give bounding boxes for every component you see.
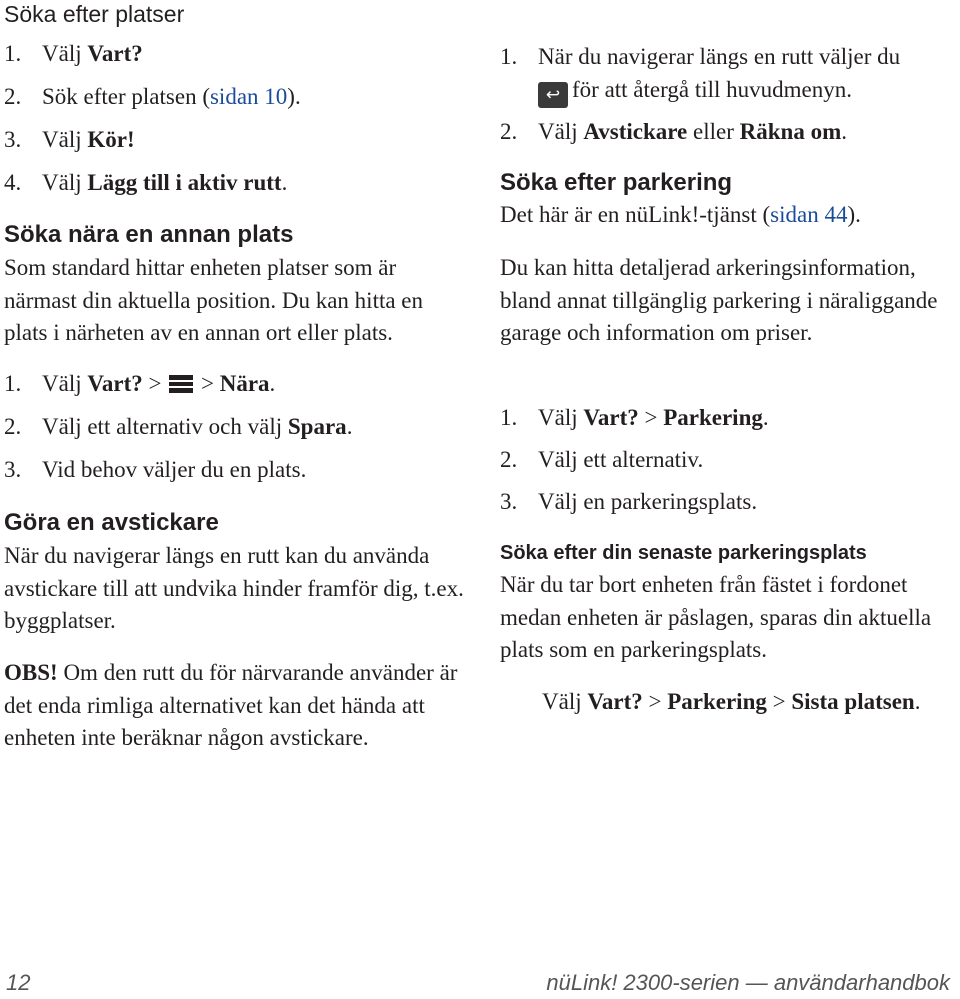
step-bold: Vart? (87, 371, 143, 396)
section-body: När du tar bort enheten från fästet i fordonet medan enheten är påslagen, sparas din aktuella plats som en parkeringsplats. (500, 572, 932, 662)
step-number: 2. (500, 119, 518, 144)
step-text: för att återgå till huvudmenyn. (572, 77, 852, 102)
step-number: 2. (4, 84, 22, 109)
instr-bold: Parkering (667, 689, 767, 714)
list-item (4, 167, 301, 210)
step-text: Välj (538, 119, 584, 144)
detour-steps (500, 40, 956, 148)
step-bold: Parkering (663, 405, 763, 430)
step-text: . (269, 371, 276, 396)
step-separator: > (195, 371, 220, 396)
section-heading: Söka efter parkering (500, 169, 733, 196)
instr-text: Välj (542, 689, 588, 714)
step-bold: Kör! (87, 127, 135, 152)
page-link[interactable]: sidan 10 (209, 84, 288, 109)
list-item (500, 40, 956, 108)
step-number: 1. (500, 405, 518, 430)
step-bold: Lägg till i aktiv rutt (87, 170, 282, 195)
step-text: Välj (42, 371, 88, 396)
step-bold: Vart? (583, 405, 639, 430)
search-steps (4, 38, 301, 210)
note-paragraph (4, 657, 466, 755)
list-item (4, 81, 301, 124)
intro-text: ). (847, 202, 861, 227)
list-item (4, 411, 352, 454)
step-number: 1. (4, 41, 22, 66)
section-heading: Göra en avstickare (4, 509, 219, 536)
step-text: Välj ett alternativ. (538, 447, 704, 472)
step-number: 2. (500, 447, 518, 472)
step-text: Välj (42, 170, 88, 195)
page-number: 12 (6, 970, 31, 995)
instr-bold: Sista platsen (791, 689, 915, 714)
list-item (500, 402, 769, 444)
list-item (500, 116, 956, 148)
list-item (500, 444, 769, 486)
manual-title: nüLink! 2300-serien — användarhandbok (546, 970, 950, 995)
section-body: Som standard hittar enheten platser som är närmast din aktuella position. Du kan hitta en plats i närheten av en annan ort eller plats. (4, 255, 424, 345)
step-bold: Avstickare (583, 119, 688, 144)
step-text: Välj ett alternativ och välj (42, 414, 288, 439)
instr-separator: > (642, 689, 668, 714)
parking-steps (500, 402, 769, 528)
step-text: Vid behov väljer du en plats. (42, 457, 307, 482)
step-text: ). (287, 84, 301, 109)
step-bold: Vart? (87, 41, 143, 66)
step-number: 3. (4, 127, 22, 152)
step-text: När du navigerar längs en rutt väljer du (538, 44, 901, 69)
step-separator: > (638, 405, 664, 430)
step-number: 1. (500, 44, 518, 69)
step-number: 3. (4, 457, 22, 482)
step-separator: > (142, 371, 168, 396)
step-text: Välj (538, 405, 584, 430)
step-text: . (762, 405, 769, 430)
list-item (4, 368, 352, 411)
step-bold: Nära (219, 371, 270, 396)
list-item (4, 454, 352, 497)
subsection-heading: Söka efter din senaste parkeringsplats (500, 542, 867, 564)
section-body: När du navigerar längs en rutt kan du använda avstickare till att undvika hinder framför dig, t.ex. byggplatser. (4, 543, 464, 633)
step-text: Sök efter platsen ( (42, 84, 210, 109)
list-item (4, 38, 301, 81)
section-body: Du kan hitta detaljerad arkeringsinformation, bland annat tillgänglig parkering i näraliggande garage och information om priser. (500, 255, 938, 345)
step-number: 2. (4, 414, 22, 439)
section-heading: Söka nära en annan plats (4, 221, 294, 248)
step-bold: Spara (287, 414, 347, 439)
page-link[interactable]: sidan 44 (770, 202, 848, 227)
instr-text: . (914, 689, 921, 714)
instruction-line (542, 686, 956, 719)
instr-bold: Vart? (587, 689, 643, 714)
step-text: eller (687, 119, 740, 144)
step-text: . (281, 170, 288, 195)
note-label: OBS! (4, 660, 58, 685)
section-title: Söka efter platser (4, 1, 185, 27)
step-text: Välj (42, 41, 88, 66)
list-item (4, 124, 301, 167)
section-intro (500, 199, 861, 232)
step-bold: Räkna om (739, 119, 842, 144)
note-text: Om den rutt du för närvarande använder är det enda rimliga alternativet kan det hända att enheten inte beräknar någon avstickare. (4, 660, 458, 750)
list-item (500, 486, 769, 528)
step-text: Välj en parkeringsplats. (538, 489, 758, 514)
menu-icon (169, 375, 193, 393)
nearby-steps (4, 368, 352, 497)
step-text: Välj (42, 127, 88, 152)
step-number: 1. (4, 371, 22, 396)
instr-separator: > (766, 689, 792, 714)
step-text: . (841, 119, 847, 144)
intro-text: Det här är en nüLink!-tjänst ( (500, 202, 771, 227)
step-number: 4. (4, 170, 22, 195)
step-number: 3. (500, 489, 518, 514)
back-icon: ↩ (538, 82, 568, 108)
step-text: . (346, 414, 353, 439)
